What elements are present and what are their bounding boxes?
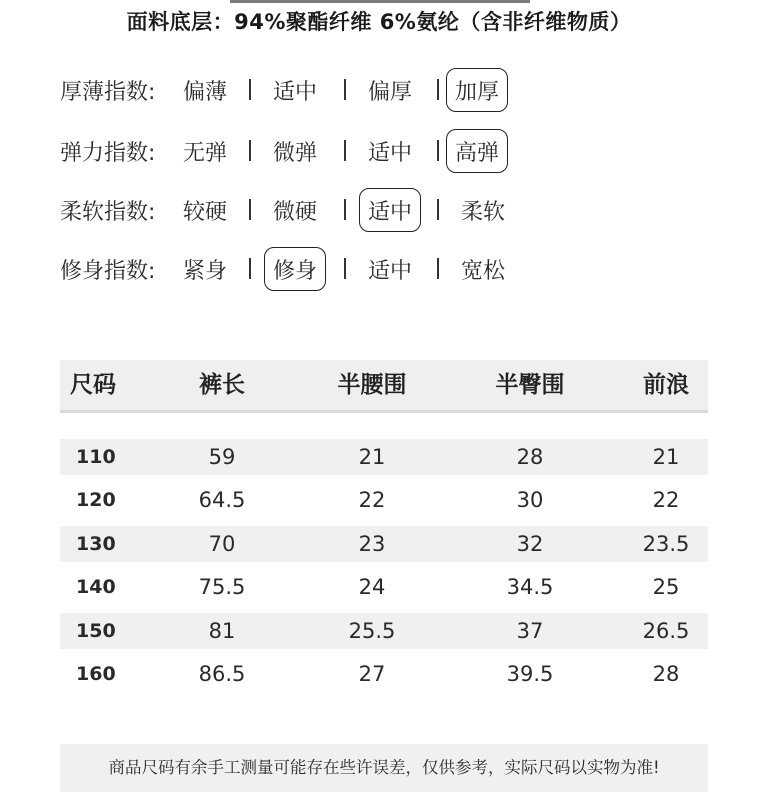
index-option: 无弹 bbox=[182, 140, 227, 166]
table-row bbox=[60, 482, 708, 518]
index-option: 偏薄 bbox=[182, 79, 227, 105]
index-label: 厚薄指数: bbox=[60, 79, 156, 105]
size-table-column-header: 半臀围 bbox=[495, 372, 565, 398]
measurement-cell: 32 bbox=[516, 532, 544, 556]
size-table-column-header: 半腰围 bbox=[337, 372, 407, 398]
measurement-cell: 21 bbox=[652, 445, 680, 469]
size-label-cell: 160 bbox=[76, 663, 116, 685]
option-divider bbox=[249, 79, 251, 100]
table-row bbox=[60, 569, 708, 605]
index-option-selected: 加厚 bbox=[446, 68, 508, 112]
option-divider bbox=[344, 199, 346, 220]
index-option: 较硬 bbox=[182, 199, 227, 225]
index-option-selected: 修身 bbox=[264, 247, 326, 291]
measurement-cell: 23 bbox=[358, 532, 386, 556]
index-option: 适中 bbox=[272, 79, 317, 105]
index-row bbox=[60, 129, 660, 173]
measurement-cell: 22 bbox=[358, 488, 386, 512]
index-row bbox=[60, 247, 660, 291]
size-label-cell: 150 bbox=[76, 620, 116, 642]
index-label: 柔软指数: bbox=[60, 199, 156, 225]
index-option: 柔软 bbox=[460, 199, 505, 225]
option-divider bbox=[249, 258, 251, 279]
size-table-header bbox=[60, 360, 708, 413]
index-option: 宽松 bbox=[460, 258, 505, 284]
index-option: 紧身 bbox=[182, 258, 227, 284]
index-row bbox=[60, 68, 660, 112]
measurement-cell: 25 bbox=[652, 575, 680, 599]
measurement-disclaimer: 商品尺码有余手工测量可能存在些许误差，仅供参考，实际尺码以实物为准! bbox=[60, 744, 708, 792]
index-option: 微弹 bbox=[272, 140, 317, 166]
index-option-selected: 适中 bbox=[359, 188, 421, 232]
index-label: 修身指数: bbox=[60, 258, 156, 284]
size-label-cell: 140 bbox=[76, 576, 116, 598]
fabric-composition: 面料底层：94%聚酯纤维 6%氨纶（含非纤维物质） bbox=[126, 10, 632, 34]
measurement-cell: 25.5 bbox=[348, 619, 396, 643]
measurement-cell: 22 bbox=[652, 488, 680, 512]
top-cropped-text-remnant bbox=[230, 0, 530, 3]
measurement-cell: 75.5 bbox=[198, 575, 246, 599]
measurement-cell: 37 bbox=[516, 619, 544, 643]
measurement-cell: 39.5 bbox=[506, 662, 554, 686]
option-divider bbox=[344, 140, 346, 161]
measurement-cell: 86.5 bbox=[198, 662, 246, 686]
measurement-cell: 28 bbox=[652, 662, 680, 686]
measurement-cell: 70 bbox=[208, 532, 236, 556]
option-divider bbox=[437, 258, 439, 279]
option-divider bbox=[249, 199, 251, 220]
option-divider bbox=[344, 79, 346, 100]
option-divider bbox=[437, 199, 439, 220]
option-divider bbox=[344, 258, 346, 279]
measurement-cell: 34.5 bbox=[506, 575, 554, 599]
measurement-cell: 64.5 bbox=[198, 488, 246, 512]
index-option: 偏厚 bbox=[367, 79, 412, 105]
option-divider bbox=[437, 140, 439, 161]
size-label-cell: 120 bbox=[76, 489, 116, 511]
size-label-cell: 110 bbox=[76, 446, 116, 468]
measurement-cell: 59 bbox=[208, 445, 236, 469]
index-option: 微硬 bbox=[272, 199, 317, 225]
index-option: 适中 bbox=[367, 258, 412, 284]
size-table-column-header: 前浪 bbox=[643, 372, 689, 398]
index-option: 适中 bbox=[367, 140, 412, 166]
size-table-column-header: 尺码 bbox=[70, 372, 116, 398]
table-row bbox=[60, 656, 708, 692]
measurement-cell: 81 bbox=[208, 619, 236, 643]
measurement-cell: 27 bbox=[358, 662, 386, 686]
measurement-cell: 26.5 bbox=[642, 619, 690, 643]
measurement-cell: 30 bbox=[516, 488, 544, 512]
measurement-cell: 23.5 bbox=[642, 532, 690, 556]
option-divider bbox=[437, 79, 439, 100]
table-row bbox=[60, 439, 708, 475]
index-row bbox=[60, 188, 660, 232]
table-row bbox=[60, 613, 708, 649]
measurement-cell: 21 bbox=[358, 445, 386, 469]
size-label-cell: 130 bbox=[76, 533, 116, 555]
table-row bbox=[60, 526, 708, 562]
index-label: 弹力指数: bbox=[60, 140, 156, 166]
measurement-cell: 24 bbox=[358, 575, 386, 599]
index-option-selected: 高弹 bbox=[446, 129, 508, 173]
size-table-column-header: 裤长 bbox=[199, 372, 245, 398]
measurement-cell: 28 bbox=[516, 445, 544, 469]
option-divider bbox=[249, 140, 251, 161]
